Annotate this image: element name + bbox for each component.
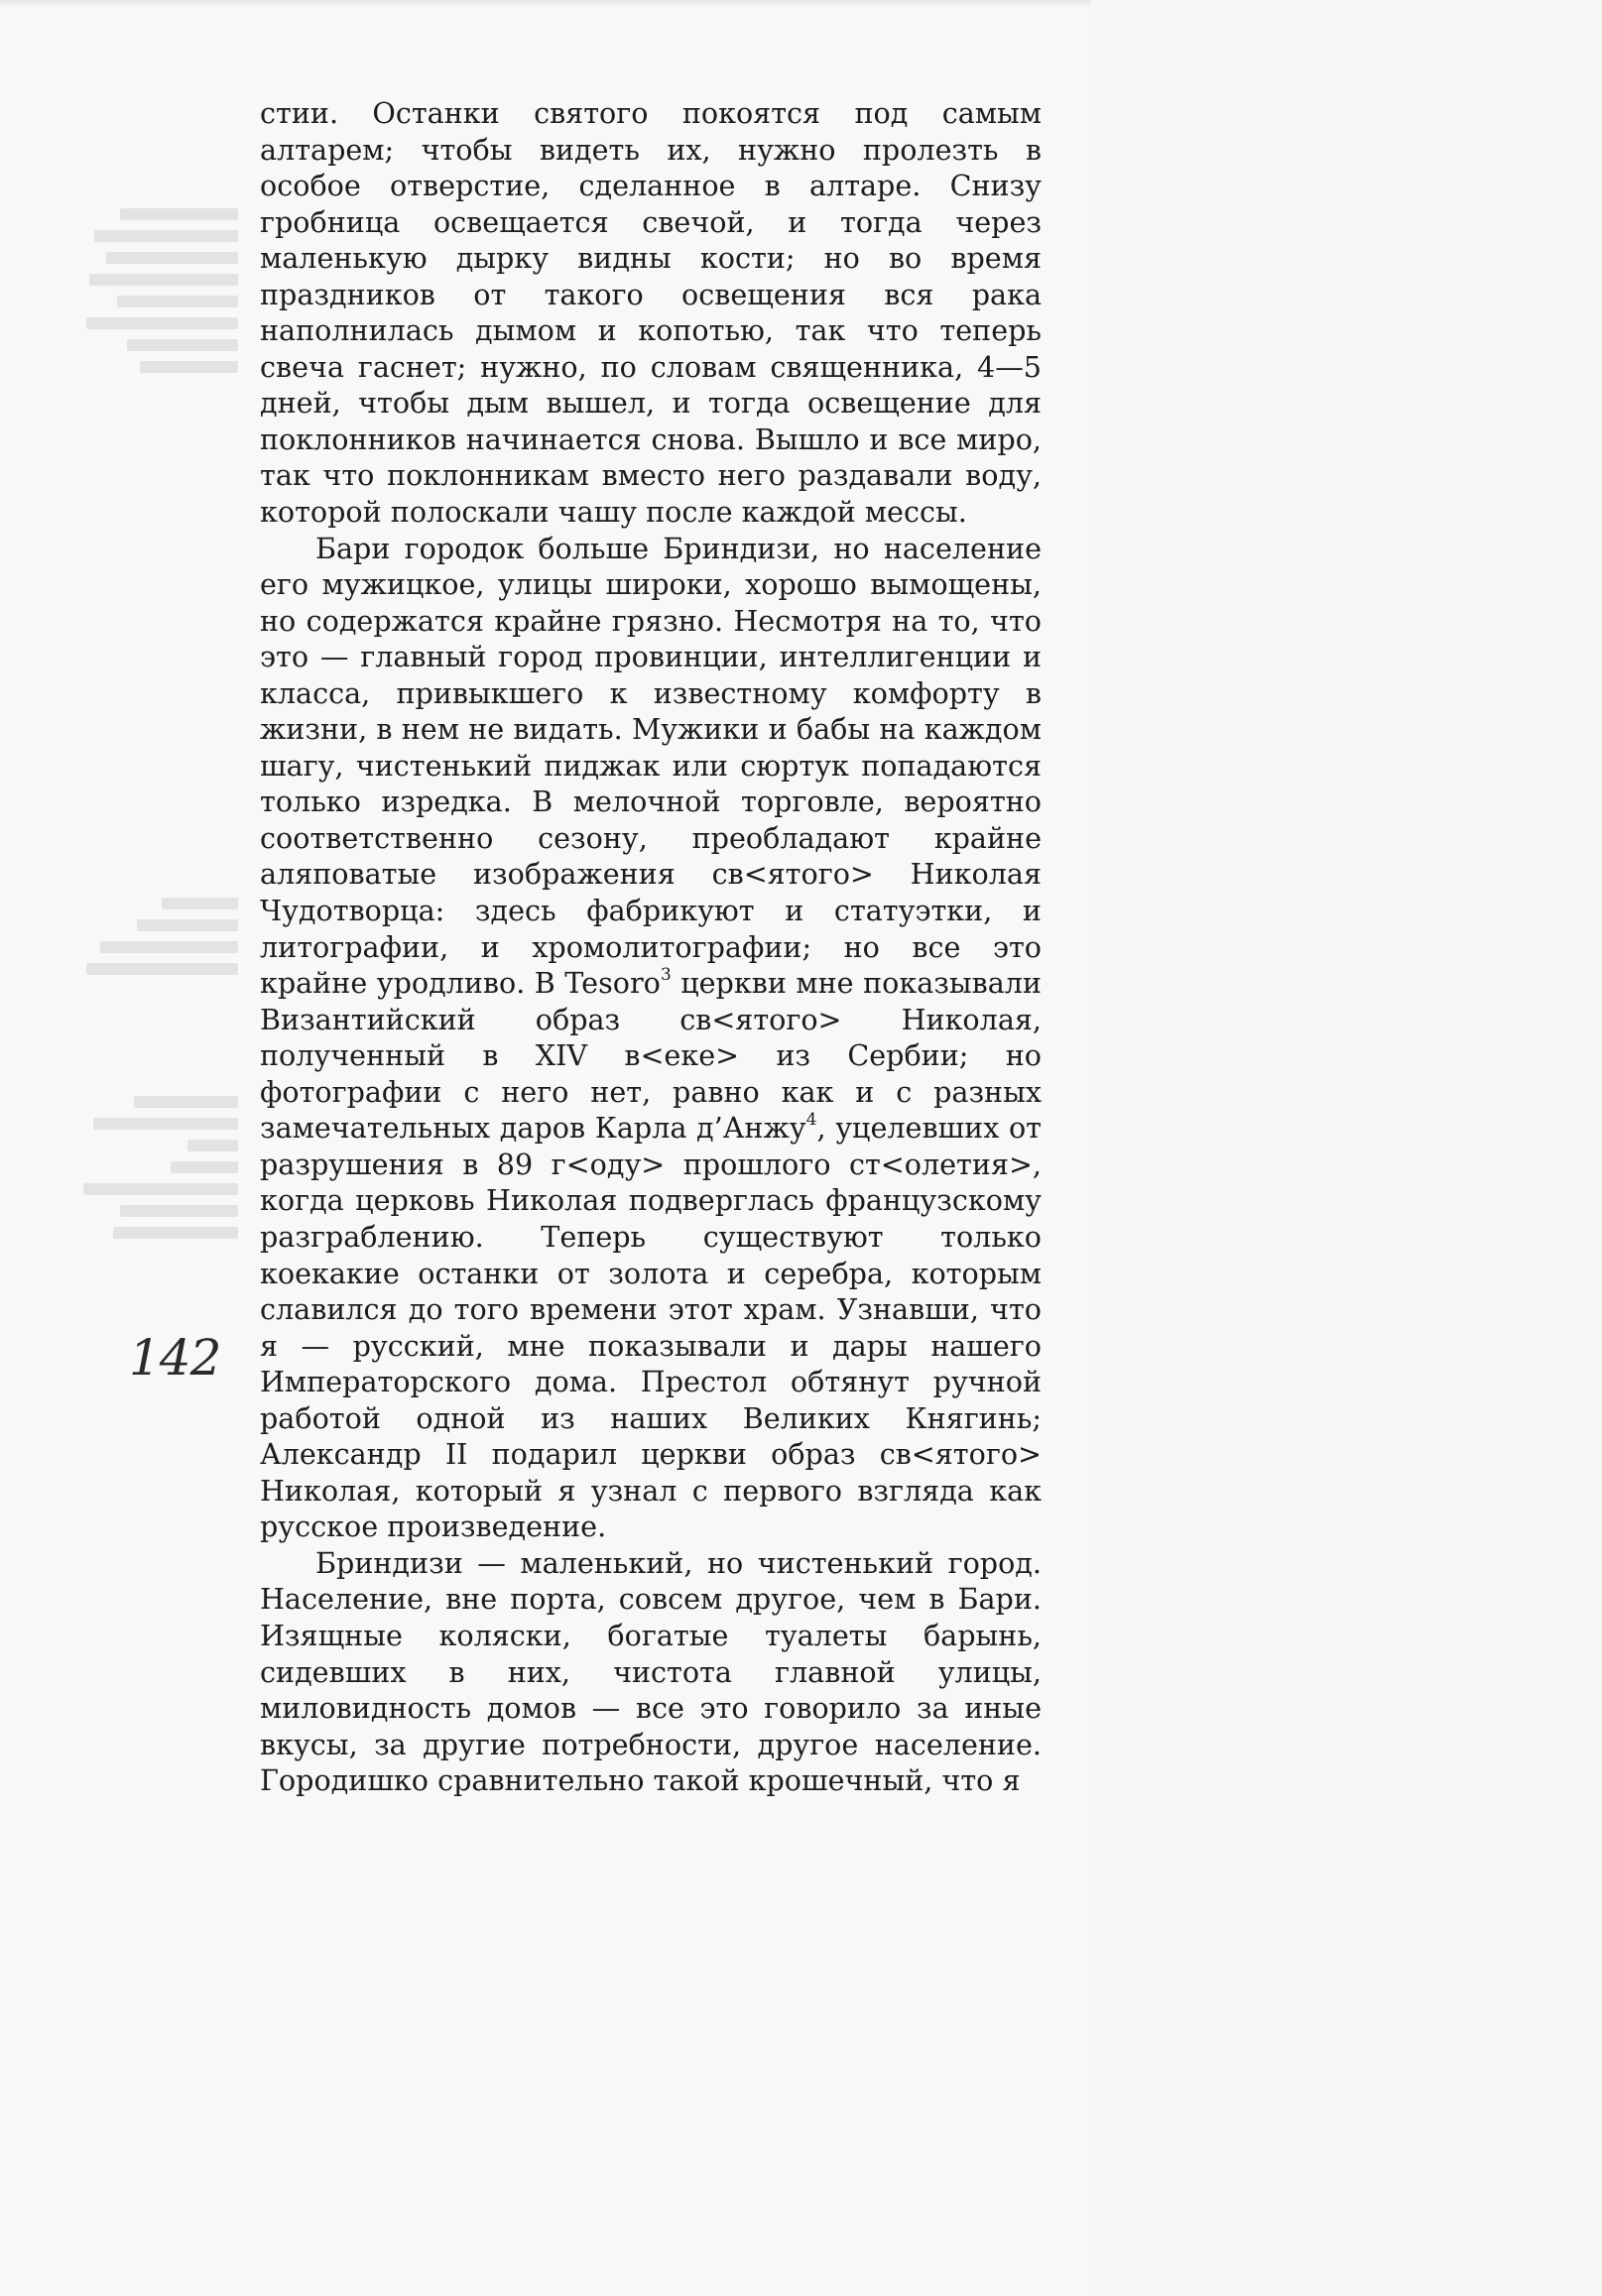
paragraph-text: уцелевших от разрушения в 89 г<оду> прошлого ст<олетия>, когда церковь Николая подверглась французскому разграблению. Теперь существуют только коекакие останки от золота и серебра, которым славился до того времени этот храм. Узнавши, что я — русский, мне показывали и дары нашего Императорского дома. Престол обтянут ручной работой одной из наших Великих Княгинь; Александр II подарил церкви образ св<ятого> Николая, который я узнал с первого взгляда как русское произведение. — [260, 1111, 1042, 1544]
paragraph-text: Бари городок больше Бриндизи, но население его мужицкое, улицы широки, хорошо вымощены, но содержатся крайне грязно. Несмотря на то, что это — главный город провинции, интеллигенции и класса, привыкшего к известному комфорту в жизни, в нем не видать. Мужики и бабы на каждом шагу, чистенький пиджак или сюртук попадаются только изредка. В мелочной торговле, вероятно соответственно сезону, преобладают крайне аляповатые изображения св<ятого> Николая Чудотворца: здесь фабрикуют и статуэтки, и литографии, и хромолитографии; но все это крайне уродливо. В Tesoro — [260, 531, 1042, 1001]
paragraph-continued — [260, 95, 1042, 531]
bleed-through-text-top — [69, 198, 238, 456]
bleed-through-text-bottom — [69, 1086, 238, 1269]
footnote-ref-4[interactable]: 4 — [805, 1110, 817, 1131]
paragraph-text: церкви мне показывали Византийский образ св<ятого> Николая, полученный в XIV в<еке> из Сербии; но фотографии с него нет, равно как и с разных замечательных даров Карла д’Анжу — [260, 966, 1042, 1146]
page-edge-shadow — [0, 0, 1091, 8]
paragraph-brindisi — [260, 1545, 1042, 1799]
paragraph-text: стии. Останки святого покоятся под самым алтарем; чтобы видеть их, нужно пролезть в особое отверстие, сделанное в алтаре. Снизу гробница освещается свечой, и тогда через маленькую дырку видны кости; но во время праздников от такого освещения вся рака наполнилась дымом и копотью, так что теперь свеча гаснет; нужно, по словам священника, 4—5 дней, чтобы дым вышел, и тогда освещение для поклонников начинается снова. Вышло и все миро, так что поклонникам вместо него раздавали воду, которой полоскали чашу после каждой мессы. — [260, 96, 1042, 530]
paragraph-text: Бриндизи — маленький, но чистенький город. Население, вне порта, совсем другое, чем в Бари. Изящные коляски, богатые туалеты барынь, сидевших в них, чистота главной улицы, миловидность домов — все это говорило за иные вкусы, за другие потребности, другое население. Городишко сравнительно такой крошечный, что я — [260, 1545, 1042, 1798]
page-number: 142 — [129, 1329, 221, 1387]
paragraph-bari: Бари городок больше Бриндизи, но население его мужицкое, улицы широки, хорошо вымощены, но содержатся крайне грязно. Несмотря на то, что это — главный город провинции, интеллигенции и класса, привыкшего к известному комфорту в жизни, в нем не видать. Мужики и бабы на каждом шагу, чистенький пиджак или сюртук попадаются только изредка. В мелочной торговле, вероятно соответственно сезону, преобладают крайне аляповатые изображения св<ятого> Николая Чудотворца: здесь фабрикуют и статуэтки, и литографии, и хромолитографии; но все это крайне уродливо. В Tesoro$^3$ церкви мне показывали Византийский образ св<ятого> Николая, полученный в XIV в<еке> из Сербии; но фотографии с него нет, равно как и с разных замечательных даров Карла д’Анжу$^4$, уцелевших от разрушения в 89 г<оду> прошлого ст<олетия>, когда церковь Николая подверглась французскому разграблению. Теперь существуют только коекакие останки от золота и серебра, которым славился до того времени этот храм. Узнавши, что я — русский, мне показывали и дары нашего Императорского дома. Престол обтянут ручной работой одной из наших Великих Княгинь; Александр II подарил церкви образ св<ятого> Николая, который я узнал с первого взгляда как русское произведение. — [260, 531, 1042, 1544]
body-text — [260, 95, 1042, 1799]
footnote-ref-3[interactable]: 3 — [660, 965, 672, 986]
bleed-through-caption — [69, 888, 238, 997]
